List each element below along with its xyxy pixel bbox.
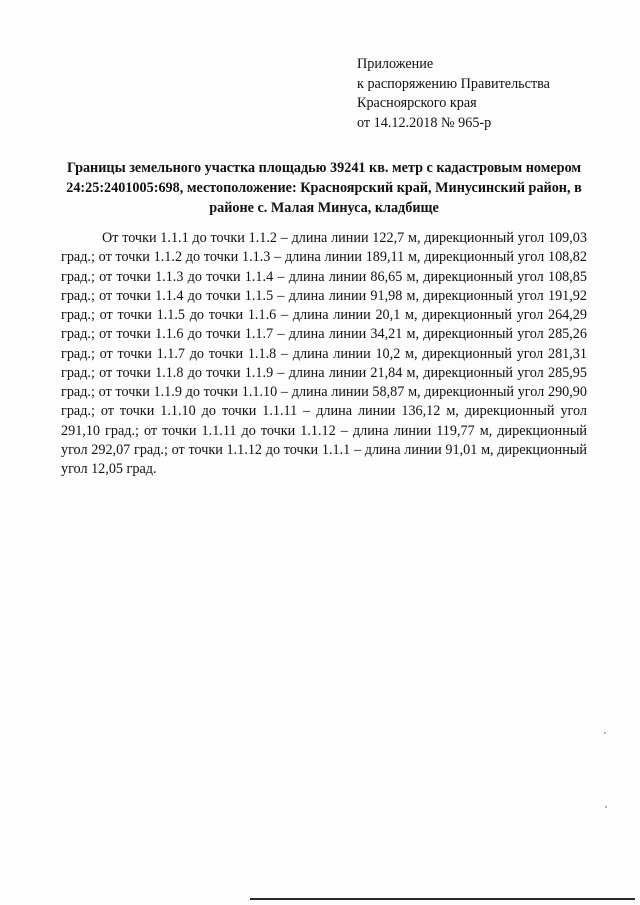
appendix-date-number: от 14.12.2018 № 965-р — [357, 114, 492, 131]
scan-speck — [604, 732, 606, 734]
scan-edge-line — [250, 898, 635, 900]
appendix-header — [357, 55, 627, 133]
boundary-description: От точки 1.1.1 до точки 1.1.2 – длина линии 122,7 м, дирекционный угол 109,03 град.; от точки 1.1.2 до точки 1.1.3 – длина линии 189,11 м, дирекционный угол 108,82 град.; от точки 1.1.3 до точки 1.1.4 – длина линии 86,65 м, дирекционный угол 108,85 град.; от точки 1.1.4 до точки 1.1.5 – длина линии 91,98 м, дирекционный угол 191,92 град.; от точки 1.1.5 до точки 1.1.6 – длина линии 20,1 м, дирекционный угол 264,29 град.; от точки 1.1.6 до точки 1.1.7 – длина линии 34,21 м, дирекционный угол 285,26 град.; от точки 1.1.7 до точки 1.1.8 – длина линии 10,2 м, дирекционный угол 281,31 град.; от точки 1.1.8 до точки 1.1.9 – длина линии 21,84 м, дирекционный угол 285,95 град.; от точки 1.1.9 до точки 1.1.10 – длина линии 58,87 м, дирекционный угол 290,90 град.; от точки 1.1.10 до точки 1.1.11 – длина линии 136,12 м, дирекционный угол 291,10 град.; от точки 1.1.11 до точки 1.1.12 – длина линии 119,77 м, дирекционный угол 292,07 град.; от точки 1.1.12 до точки 1.1.1 – длина линии 91,01 м, дирекционный угол 12,05 град. — [61, 230, 587, 477]
appendix-label: Приложение — [357, 56, 434, 72]
appendix-order-reference: к распоряжению Правительства — [357, 75, 550, 92]
appendix-region: Красноярского края — [357, 95, 477, 112]
scan-speck — [605, 806, 607, 808]
document-title: Границы земельного участка площадью 39241 кв. метр с кадастровым номером 24:25:2401005:698, местоположение: Красноярский край, Минусинский район, в районе с. Малая Минуса, кладбище — [66, 160, 582, 216]
